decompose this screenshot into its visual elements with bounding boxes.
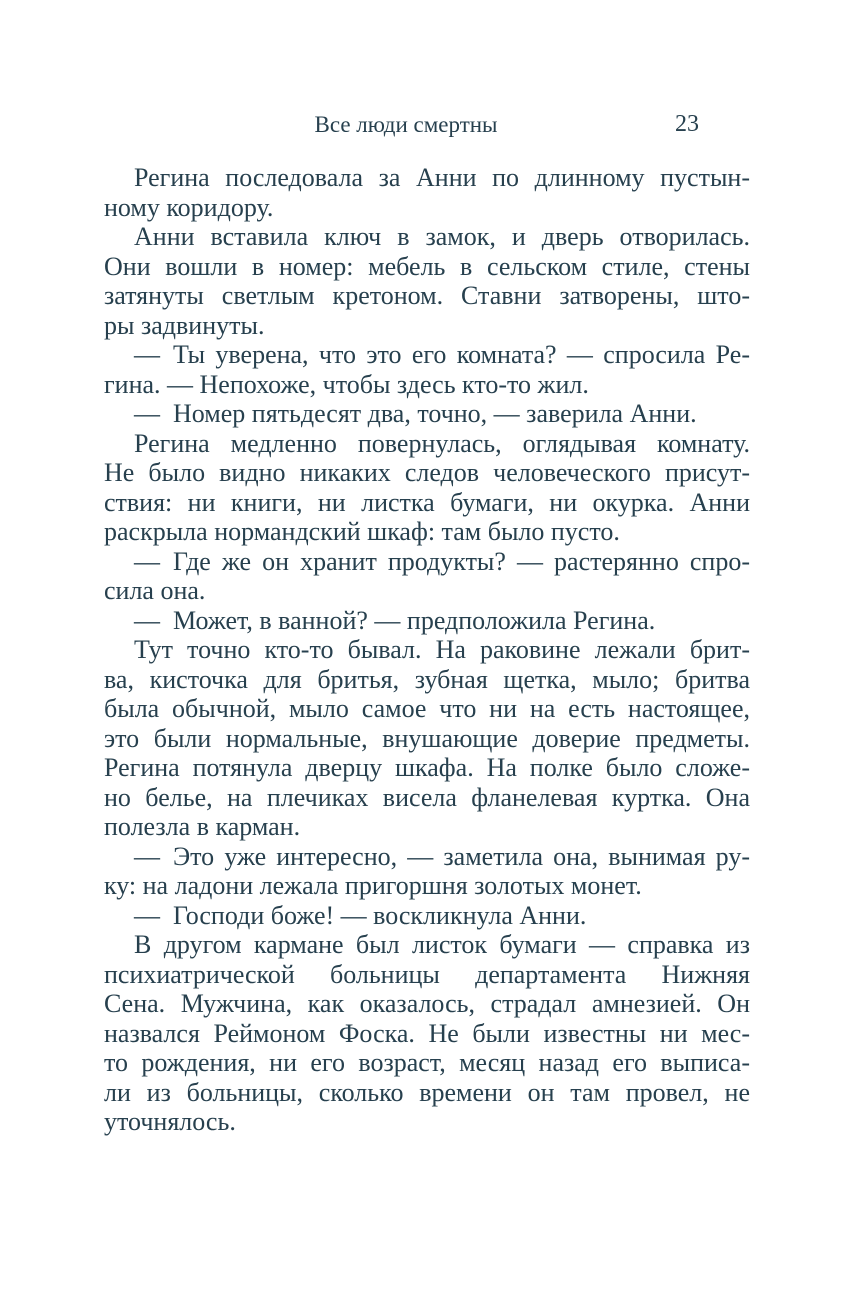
text-line: раскрыла нормандский шкаф: там было пусто. — [104, 517, 620, 546]
text-line: затянуты светлым кретоном. Ставни затворены, што- — [104, 281, 750, 310]
text-line: — Может, в ванной? — предположила Регина. — [134, 605, 656, 635]
text-line: Анни вставила ключ в замок, и дверь отворилась. — [134, 222, 750, 251]
text-line: ствия: ни книги, ни листка бумаги, ни окурка. Анни — [104, 487, 750, 517]
text-line: психиатрической больницы департамента Нижняя — [104, 959, 750, 989]
text-line: Регина потянула дверцу шкафа. На полке было сложе- — [104, 753, 750, 782]
text-line: ва, кисточка для бритья, зубная щетка, мыло; бритва — [104, 664, 750, 694]
text-line: но белье, на плечиках висела фланелевая куртка. Она — [104, 782, 750, 812]
text-line: В другом кармане был листок бумаги — справка из — [134, 930, 750, 959]
text-line: Регина медленно повернулась, оглядывая комнату. — [134, 428, 750, 458]
page-number: 23 — [675, 111, 699, 137]
text-line: ному коридору. — [104, 192, 274, 222]
text-line: сила она. — [104, 576, 206, 605]
text-line: Не было видно никаких следов человеческого присут- — [104, 458, 750, 487]
page-header — [104, 112, 750, 140]
text-line: — Где же он хранит продукты? — растерянно спро- — [134, 546, 750, 576]
text-line: — Ты уверена, что это его комната? — спросила Ре- — [134, 340, 750, 369]
text-line: ли из больницы, сколько времени он там провел, не — [104, 1077, 750, 1107]
text-line: ры задвинуты. — [104, 310, 265, 340]
text-line: Сена. Мужчина, как оказалось, страдал амнезией. Он — [104, 989, 750, 1018]
text-line: ку: на ладони лежала пригоршня золотых монет. — [104, 871, 642, 900]
text-line: была обычной, мыло самое что ни на есть настоящее, — [104, 694, 750, 723]
page-body — [104, 163, 750, 1137]
text-line: полезла в карман. — [104, 812, 301, 841]
text-line: Они вошли в номер: мебель в сельском стиле, стены — [104, 251, 750, 281]
text-line: — Это уже интересно, — заметила она, вынимая ру- — [134, 841, 750, 871]
text-line: это были нормальные, внушающие доверие предметы. — [104, 723, 750, 753]
text-line: Регина последовала за Анни по длинному пустын- — [134, 163, 750, 192]
text-line: — Номер пятьдесят два, точно, — заверила Анни. — [134, 399, 697, 428]
running-title: Все люди смертны — [314, 112, 498, 137]
text-line: назвался Реймоном Фоска. Не были известны ни мес- — [104, 1018, 750, 1048]
text-line: то рождения, ни его возраст, месяц назад его выписа- — [104, 1048, 750, 1077]
text-line: гина. — Непохоже, чтобы здесь кто-то жил. — [104, 369, 589, 399]
text-line: уточнялось. — [104, 1107, 236, 1136]
text-line: Тут точно кто-то бывал. На раковине лежали брит- — [134, 635, 750, 664]
text-line: — Господи боже! — воскликнула Анни. — [134, 900, 587, 930]
